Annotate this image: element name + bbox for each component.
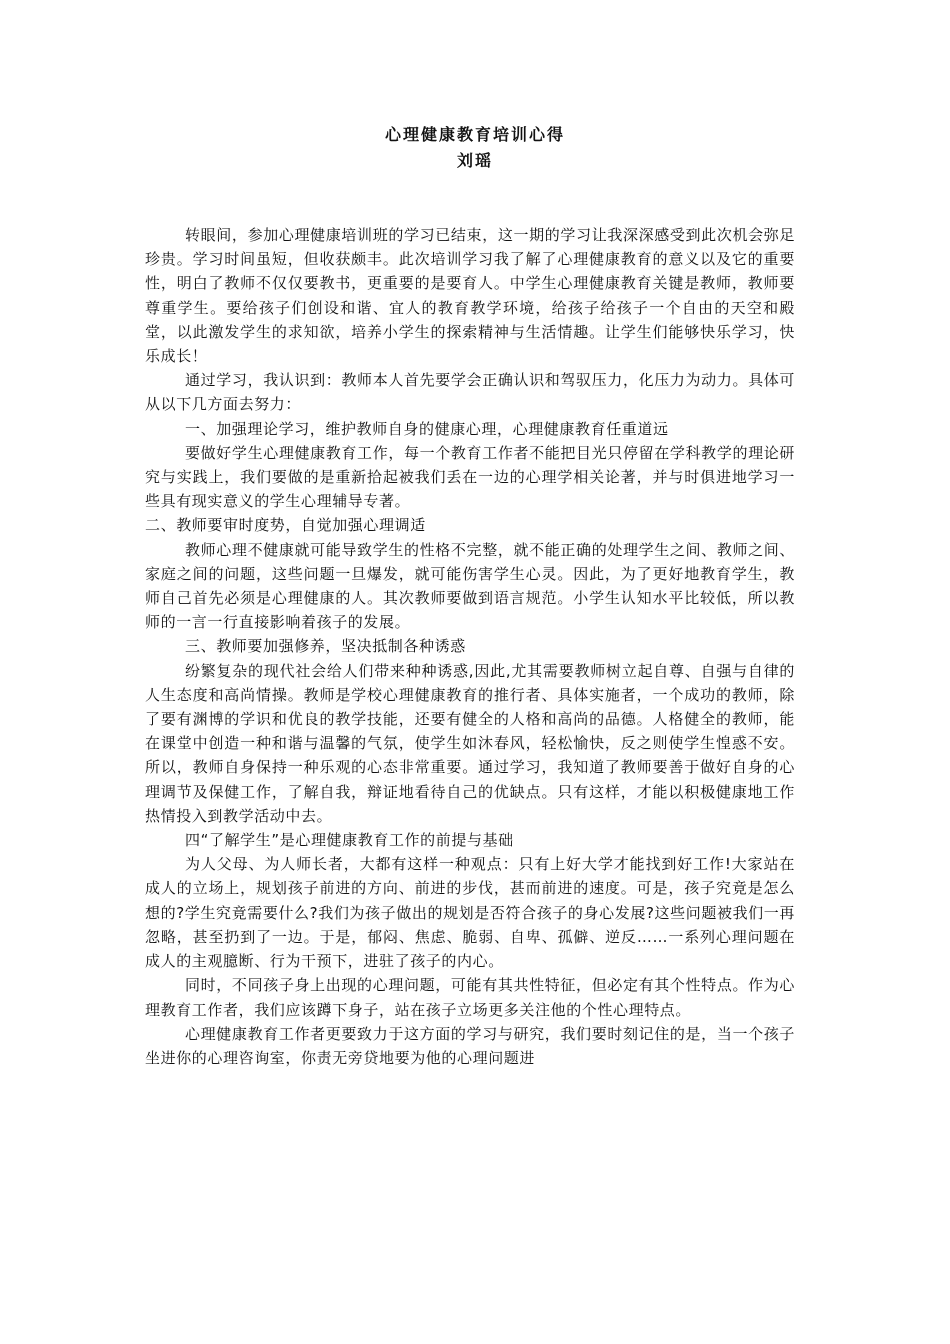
paragraph: 一、加强理论学习，维护教师自身的健康心理，心理健康教育任重道远 [185, 419, 669, 438]
paragraph: 同时，不同孩子身上出现的心理问题，可能有其共性特征，但必定有其个性特点。作为心理教育工作者，我们应该蹲下身子，站在孩子立场更多关注他的个性心理特点。 [145, 976, 795, 1019]
paragraph: 四“了解学生”是心理健康教育工作的前提与基础 [185, 831, 514, 850]
paragraph: 要做好学生心理健康教育工作，每一个教育工作者不能把目光只停留在学科教学的理论研究与实践上，我们要做的是重新拾起被我们丢在一边的心理学相关论著，并与时俱进地学习一些具有现实意义的学生心理辅导专著。 [145, 443, 795, 511]
paragraph: 二、教师要审时度势，自觉加强心理调适 [145, 516, 426, 535]
paragraph: 心理健康教育工作者更要致力于这方面的学习与研究，我们要时刻记住的是，当一个孩子坐进你的心理咨询室，你责无旁贷地要为他的心理问题进 [145, 1024, 795, 1067]
paragraph: 纷繁复杂的现代社会给人们带来种种诱惑,因此,尤其需要教师树立起自尊、自强与自律的人生态度和高尚情操。教师是学校心理健康教育的推行者、具体实施者，一个成功的教师，除了要有渊博的学识和优良的教学技能，还要有健全的人格和高尚的品德。人格健全的教师，能在课堂中创造一种和谐与温馨的气氛，使学生如沐春风，轻松愉快，反之则使学生惶惑不安。所以，教师自身保持一种乐观的心态非常重要。通过学习，我知道了教师要善于做好自身的心理调节及保健工作，了解自我，辩证地看待自己的优缺点。只有这样，才能以积极健康地工作热情投入到教学活动中去。 [145, 661, 795, 825]
document-body [145, 223, 795, 1070]
paragraph: 教师心理不健康就可能导致学生的性格不完整，就不能正确的处理学生之间、教师之间、家庭之间的问题，这些问题一旦爆发，就可能伤害学生心灵。因此，为了更好地教育学生，教师自己首先必须是心理健康的人。其次教师要做到语言规范。小学生认知水平比较低，所以教师的一言一行直接影响着孩子的发展。 [145, 540, 795, 632]
paragraph: 通过学习，我认识到：教师本人首先要学会正确认识和驾驭压力，化压力为动力。具体可从以下几方面去努力： [145, 371, 795, 414]
paragraph: 为人父母、为人师长者，大都有这样一种观点：只有上好大学才能找到好工作!大家站在成人的立场上，规划孩子前进的方向、前进的步伐，甚而前进的速度。可是，孩子究竟是怎么想的?学生究竟需要什么?我们为孩子做出的规划是否符合孩子的身心发展?这些问题被我们一再忽略，甚至扔到了一边。于是，郁闷、焦虑、脆弱、自卑、孤僻、逆反……一系列心理问题在成人的主观臆断、行为干预下，进驻了孩子的内心。 [145, 855, 795, 971]
paragraph: 转眼间，参加心理健康培训班的学习已结束，这一期的学习让我深深感受到此次机会弥足珍贵。学习时间虽短，但收获颇丰。此次培训学习我了解了心理健康教育的意义以及它的重要性，明白了教师不仅仅要教书，更重要的是要育人。中学生心理健康教育关键是教师，教师要尊重学生。要给孩子们创设和谐、宜人的教育教学环境，给孩子给孩子一个自由的天空和殿堂，以此激发学生的求知欲，培养小学生的探索精神与生活情趣。让学生们能够快乐学习，快乐成长！ [145, 226, 795, 366]
paragraph: 三、教师要加强修养，坚决抵制各种诱惑 [185, 637, 466, 656]
document-author: 刘瑶 [456, 151, 493, 170]
document-title: 心理健康教育培训心得 [384, 125, 565, 144]
